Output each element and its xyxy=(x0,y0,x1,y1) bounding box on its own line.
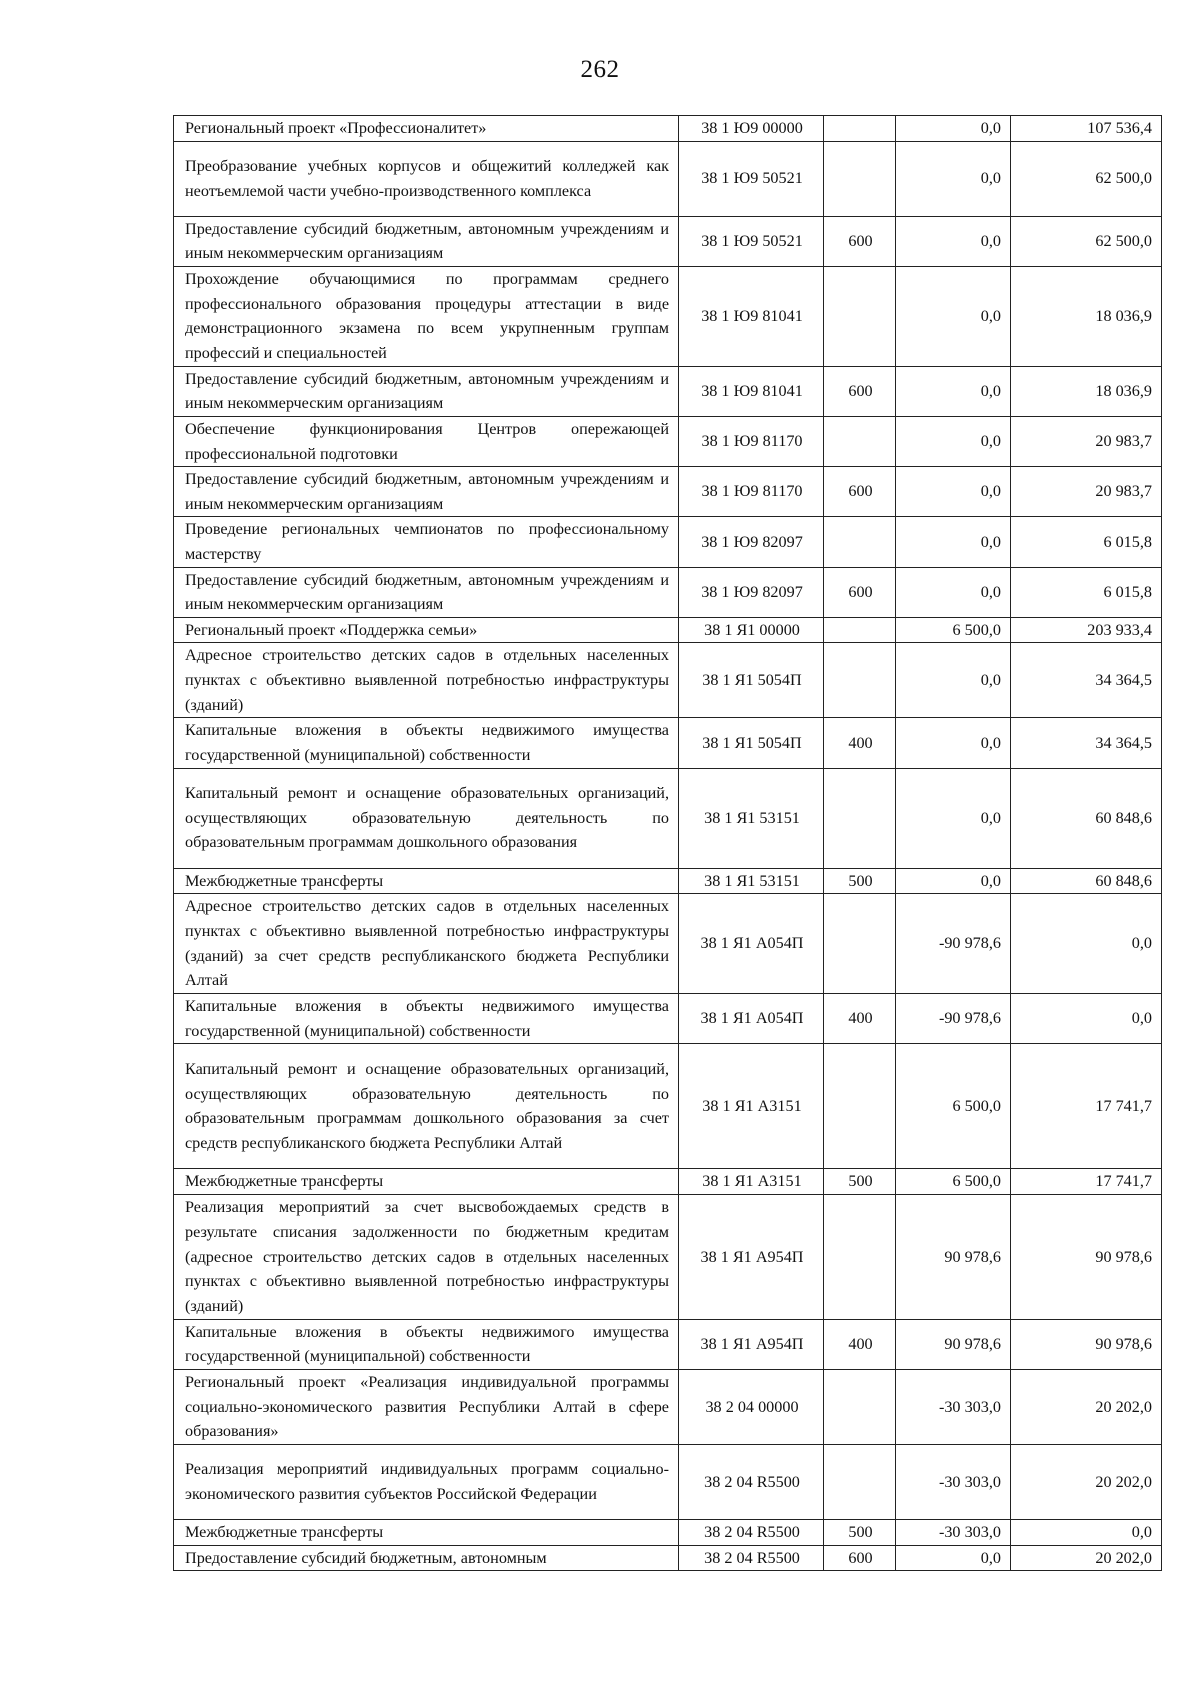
row-name: Предоставление субсидий бюджетным, автономным учреждениям и иным некоммерческим организациям xyxy=(174,366,679,416)
row-code: 38 2 04 R5500 xyxy=(679,1445,824,1520)
row-amount-change: -90 978,6 xyxy=(896,994,1011,1044)
row-name: Межбюджетные трансферты xyxy=(174,868,679,894)
row-amount-total: 90 978,6 xyxy=(1011,1194,1162,1319)
row-amount-total: 20 202,0 xyxy=(1011,1370,1162,1445)
table-row xyxy=(174,467,1162,517)
row-expense-type: 400 xyxy=(824,1319,896,1369)
row-amount-change: 6 500,0 xyxy=(896,1169,1011,1195)
row-amount-total: 20 983,7 xyxy=(1011,467,1162,517)
row-name: Предоставление субсидий бюджетным, автономным xyxy=(174,1545,679,1571)
row-amount-change: 0,0 xyxy=(896,868,1011,894)
row-amount-change: 0,0 xyxy=(896,768,1011,868)
row-amount-total: 18 036,9 xyxy=(1011,366,1162,416)
table-row xyxy=(174,567,1162,617)
row-amount-change: 0,0 xyxy=(896,718,1011,768)
table-row xyxy=(174,116,1162,142)
row-amount-total: 20 202,0 xyxy=(1011,1545,1162,1571)
row-name: Адресное строительство детских садов в отдельных населенных пунктах с объективно выявленной потребностью инфраструктуры (зданий) за счет средств республиканского бюджета Республики Алтай xyxy=(174,894,679,994)
row-code: 38 2 04 R5500 xyxy=(679,1545,824,1571)
row-expense-type xyxy=(824,1370,896,1445)
table-row xyxy=(174,1520,1162,1546)
table-row xyxy=(174,366,1162,416)
row-amount-change: 90 978,6 xyxy=(896,1319,1011,1369)
row-amount-total: 34 364,5 xyxy=(1011,643,1162,718)
row-code: 38 1 Ю9 81170 xyxy=(679,467,824,517)
row-amount-total: 34 364,5 xyxy=(1011,718,1162,768)
row-name: Региональный проект «Поддержка семьи» xyxy=(174,617,679,643)
row-name: Региональный проект «Реализация индивидуальной программы социально-экономического развития Республики Алтай в сфере образования» xyxy=(174,1370,679,1445)
row-amount-total: 20 202,0 xyxy=(1011,1445,1162,1520)
table-row xyxy=(174,1194,1162,1319)
row-amount-total: 17 741,7 xyxy=(1011,1044,1162,1169)
row-amount-change: 0,0 xyxy=(896,517,1011,567)
row-name: Межбюджетные трансферты xyxy=(174,1520,679,1546)
row-name: Обеспечение функционирования Центров опережающей профессиональной подготовки xyxy=(174,416,679,466)
row-amount-total: 90 978,6 xyxy=(1011,1319,1162,1369)
row-amount-total: 17 741,7 xyxy=(1011,1169,1162,1195)
page-number: 262 xyxy=(580,56,620,83)
row-amount-total: 20 983,7 xyxy=(1011,416,1162,466)
table-row xyxy=(174,994,1162,1044)
row-expense-type xyxy=(824,416,896,466)
row-code: 38 1 Ю9 50521 xyxy=(679,216,824,266)
table-row xyxy=(174,718,1162,768)
row-name: Межбюджетные трансферты xyxy=(174,1169,679,1195)
row-name: Прохождение обучающимися по программам среднего профессионального образования процедуры аттестации в виде демонстрационного экзамена по всем укрупненным группам профессий и специальностей xyxy=(174,266,679,366)
table-row xyxy=(174,768,1162,868)
row-expense-type xyxy=(824,643,896,718)
row-name: Капитальные вложения в объекты недвижимого имущества государственной (муниципальной) собственности xyxy=(174,1319,679,1369)
row-amount-change: 0,0 xyxy=(896,416,1011,466)
row-name: Капитальные вложения в объекты недвижимого имущества государственной (муниципальной) собственности xyxy=(174,718,679,768)
row-expense-type: 400 xyxy=(824,718,896,768)
budget-table xyxy=(173,115,1162,1571)
table-row xyxy=(174,141,1162,216)
row-expense-type: 600 xyxy=(824,467,896,517)
row-expense-type xyxy=(824,617,896,643)
row-amount-change: 6 500,0 xyxy=(896,617,1011,643)
row-expense-type xyxy=(824,1194,896,1319)
row-code: 38 1 Я1 53151 xyxy=(679,768,824,868)
row-amount-change: 0,0 xyxy=(896,366,1011,416)
row-amount-total: 107 536,4 xyxy=(1011,116,1162,142)
row-code: 38 1 Ю9 82097 xyxy=(679,517,824,567)
table-row xyxy=(174,216,1162,266)
row-expense-type: 600 xyxy=(824,216,896,266)
table-row xyxy=(174,266,1162,366)
table-row xyxy=(174,1445,1162,1520)
row-amount-change: -30 303,0 xyxy=(896,1445,1011,1520)
table-row xyxy=(174,517,1162,567)
row-name: Капитальный ремонт и оснащение образовательных организаций, осуществляющих образовательную деятельность по образовательным программам дошкольного образования за счет средств республиканского бюджета Республики Алтай xyxy=(174,1044,679,1169)
row-expense-type xyxy=(824,116,896,142)
row-amount-total: 18 036,9 xyxy=(1011,266,1162,366)
row-name: Адресное строительство детских садов в отдельных населенных пунктах с объективно выявленной потребностью инфраструктуры (зданий) xyxy=(174,643,679,718)
row-expense-type: 400 xyxy=(824,994,896,1044)
row-expense-type: 500 xyxy=(824,868,896,894)
row-expense-type: 600 xyxy=(824,567,896,617)
row-name: Предоставление субсидий бюджетным, автономным учреждениям и иным некоммерческим организациям xyxy=(174,216,679,266)
row-expense-type xyxy=(824,141,896,216)
row-code: 38 1 Я1 А054П xyxy=(679,894,824,994)
row-amount-change: -90 978,6 xyxy=(896,894,1011,994)
row-code: 38 1 Я1 А954П xyxy=(679,1319,824,1369)
table-row xyxy=(174,894,1162,994)
row-amount-change: 0,0 xyxy=(896,266,1011,366)
row-code: 38 1 Я1 5054П xyxy=(679,718,824,768)
row-code: 38 1 Я1 А054П xyxy=(679,994,824,1044)
row-amount-change: 0,0 xyxy=(896,567,1011,617)
row-amount-total: 6 015,8 xyxy=(1011,517,1162,567)
row-code: 38 1 Ю9 81170 xyxy=(679,416,824,466)
table-row xyxy=(174,1169,1162,1195)
row-expense-type xyxy=(824,1445,896,1520)
table-row xyxy=(174,617,1162,643)
row-expense-type xyxy=(824,768,896,868)
row-name: Преобразование учебных корпусов и общежитий колледжей как неотъемлемой части учебно-производственного комплекса xyxy=(174,141,679,216)
row-expense-type: 600 xyxy=(824,366,896,416)
row-code: 38 1 Ю9 82097 xyxy=(679,567,824,617)
row-amount-total: 0,0 xyxy=(1011,994,1162,1044)
row-code: 38 1 Я1 А3151 xyxy=(679,1044,824,1169)
row-amount-change: 0,0 xyxy=(896,141,1011,216)
row-amount-total: 203 933,4 xyxy=(1011,617,1162,643)
row-amount-change: 0,0 xyxy=(896,216,1011,266)
table-row xyxy=(174,1370,1162,1445)
row-amount-total: 0,0 xyxy=(1011,894,1162,994)
row-name: Предоставление субсидий бюджетным, автономным учреждениям и иным некоммерческим организациям xyxy=(174,567,679,617)
row-name: Проведение региональных чемпионатов по профессиональному мастерству xyxy=(174,517,679,567)
row-name: Капитальный ремонт и оснащение образовательных организаций, осуществляющих образовательную деятельность по образовательным программам дошкольного образования xyxy=(174,768,679,868)
table-row xyxy=(174,643,1162,718)
row-code: 38 2 04 00000 xyxy=(679,1370,824,1445)
row-amount-change: 0,0 xyxy=(896,467,1011,517)
row-expense-type: 500 xyxy=(824,1169,896,1195)
table-row xyxy=(174,868,1162,894)
row-expense-type xyxy=(824,517,896,567)
row-amount-change: 0,0 xyxy=(896,1545,1011,1571)
row-amount-total: 62 500,0 xyxy=(1011,141,1162,216)
row-code: 38 1 Я1 5054П xyxy=(679,643,824,718)
row-amount-change: 0,0 xyxy=(896,643,1011,718)
row-name: Реализация мероприятий за счет высвобождаемых средств в результате списания задолженности по бюджетным кредитам (адресное строительство детских садов в отдельных населенных пунктах с объективно выявленной потребностью инфраструктуры (зданий) xyxy=(174,1194,679,1319)
table-row xyxy=(174,416,1162,466)
row-code: 38 1 Ю9 00000 xyxy=(679,116,824,142)
row-amount-total: 0,0 xyxy=(1011,1520,1162,1546)
row-amount-total: 60 848,6 xyxy=(1011,768,1162,868)
table-row xyxy=(174,1319,1162,1369)
row-expense-type xyxy=(824,266,896,366)
row-name: Предоставление субсидий бюджетным, автономным учреждениям и иным некоммерческим организациям xyxy=(174,467,679,517)
row-code: 38 1 Я1 А954П xyxy=(679,1194,824,1319)
row-expense-type: 600 xyxy=(824,1545,896,1571)
row-amount-total: 6 015,8 xyxy=(1011,567,1162,617)
row-name: Региональный проект «Профессионалитет» xyxy=(174,116,679,142)
row-code: 38 1 Я1 00000 xyxy=(679,617,824,643)
row-name: Капитальные вложения в объекты недвижимого имущества государственной (муниципальной) собственности xyxy=(174,994,679,1044)
row-amount-change: 90 978,6 xyxy=(896,1194,1011,1319)
row-amount-total: 60 848,6 xyxy=(1011,868,1162,894)
row-code: 38 1 Я1 А3151 xyxy=(679,1169,824,1195)
row-expense-type xyxy=(824,1044,896,1169)
table-row xyxy=(174,1044,1162,1169)
row-code: 38 2 04 R5500 xyxy=(679,1520,824,1546)
row-amount-total: 62 500,0 xyxy=(1011,216,1162,266)
row-code: 38 1 Я1 53151 xyxy=(679,868,824,894)
row-expense-type xyxy=(824,894,896,994)
row-code: 38 1 Ю9 81041 xyxy=(679,266,824,366)
row-amount-change: 0,0 xyxy=(896,116,1011,142)
row-code: 38 1 Ю9 50521 xyxy=(679,141,824,216)
row-name: Реализация мероприятий индивидуальных программ социально-экономического развития субъектов Российской Федерации xyxy=(174,1445,679,1520)
row-code: 38 1 Ю9 81041 xyxy=(679,366,824,416)
row-amount-change: -30 303,0 xyxy=(896,1520,1011,1546)
row-amount-change: -30 303,0 xyxy=(896,1370,1011,1445)
table-row xyxy=(174,1545,1162,1571)
row-amount-change: 6 500,0 xyxy=(896,1044,1011,1169)
row-expense-type: 500 xyxy=(824,1520,896,1546)
